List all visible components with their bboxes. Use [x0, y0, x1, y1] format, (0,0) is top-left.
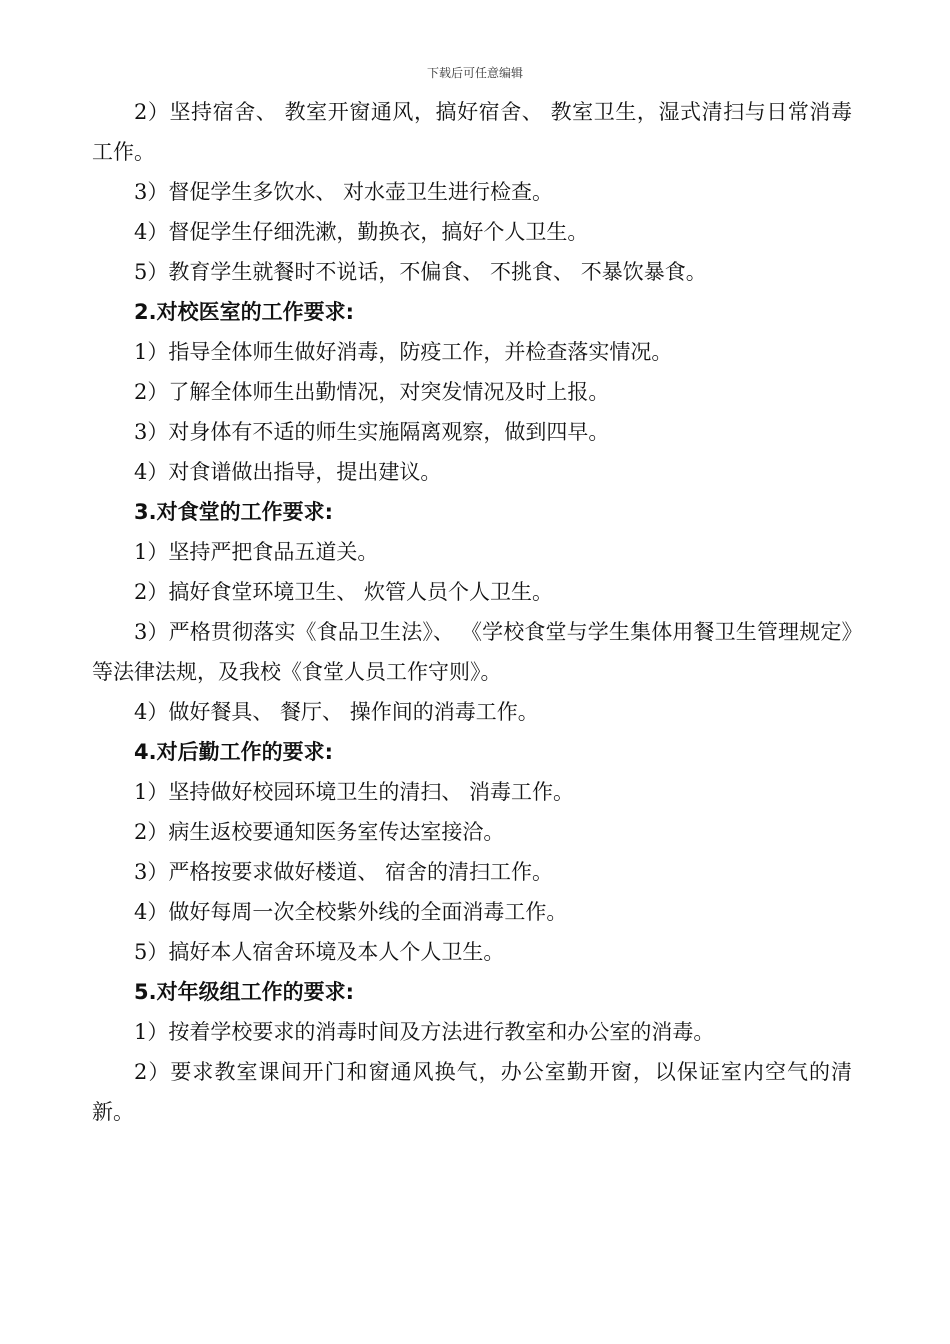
document-body [92, 92, 852, 1132]
list-item: 3）对身体有不适的师生实施隔离观察，做到四早。 [134, 420, 610, 444]
section-heading: 2.对校医室的工作要求: [134, 300, 354, 324]
list-item: 4）对食谱做出指导，提出建议。 [134, 460, 442, 484]
list-item: 2）要求教室课间开门和窗通风换气，办公室勤开窗，以保证室内空气的清新。 [92, 1060, 852, 1124]
list-item: 5）教育学生就餐时不说话，不偏食、 不挑食、 不暴饮暴食。 [134, 260, 707, 284]
list-item: 4）做好餐具、 餐厅、 操作间的消毒工作。 [134, 700, 539, 724]
list-item: 4）督促学生仔细洗漱，勤换衣，搞好个人卫生。 [134, 220, 589, 244]
list-item: 2）坚持宿舍、 教室开窗通风，搞好宿舍、 教室卫生，湿式清扫与日常消毒工作。 [92, 100, 852, 164]
list-item: 5）搞好本人宿舍环境及本人个人卫生。 [134, 940, 505, 964]
list-item: 3）严格贯彻落实《食品卫生法》、 《学校食堂与学生集体用餐卫生管理规定》等法律法规，及我校《食堂人员工作守则》。 [92, 620, 852, 684]
section-heading: 4.对后勤工作的要求: [134, 740, 333, 764]
section-heading: 3.对食堂的工作要求: [134, 500, 333, 524]
list-item: 3）督促学生多饮水、 对水壶卫生进行检查。 [134, 180, 554, 204]
list-item: 2）病生返校要通知医务室传达室接洽。 [134, 820, 505, 844]
section-heading: 5.对年级组工作的要求: [134, 980, 354, 1004]
list-item: 1）指导全体师生做好消毒，防疫工作，并检查落实情况。 [134, 340, 673, 364]
list-item: 1）坚持严把食品五道关。 [134, 540, 379, 564]
header-note: 下载后可任意编辑 [426, 66, 523, 80]
list-item: 1）坚持做好校园环境卫生的清扫、 消毒工作。 [134, 780, 575, 804]
list-item: 1）按着学校要求的消毒时间及方法进行教室和办公室的消毒。 [134, 1020, 715, 1044]
list-item: 3）严格按要求做好楼道、 宿舍的清扫工作。 [134, 860, 554, 884]
list-item: 4）做好每周一次全校紫外线的全面消毒工作。 [134, 900, 568, 924]
list-item: 2）搞好食堂环境卫生、 炊管人员个人卫生。 [134, 580, 554, 604]
list-item: 2）了解全体师生出勤情况，对突发情况及时上报。 [134, 380, 610, 404]
